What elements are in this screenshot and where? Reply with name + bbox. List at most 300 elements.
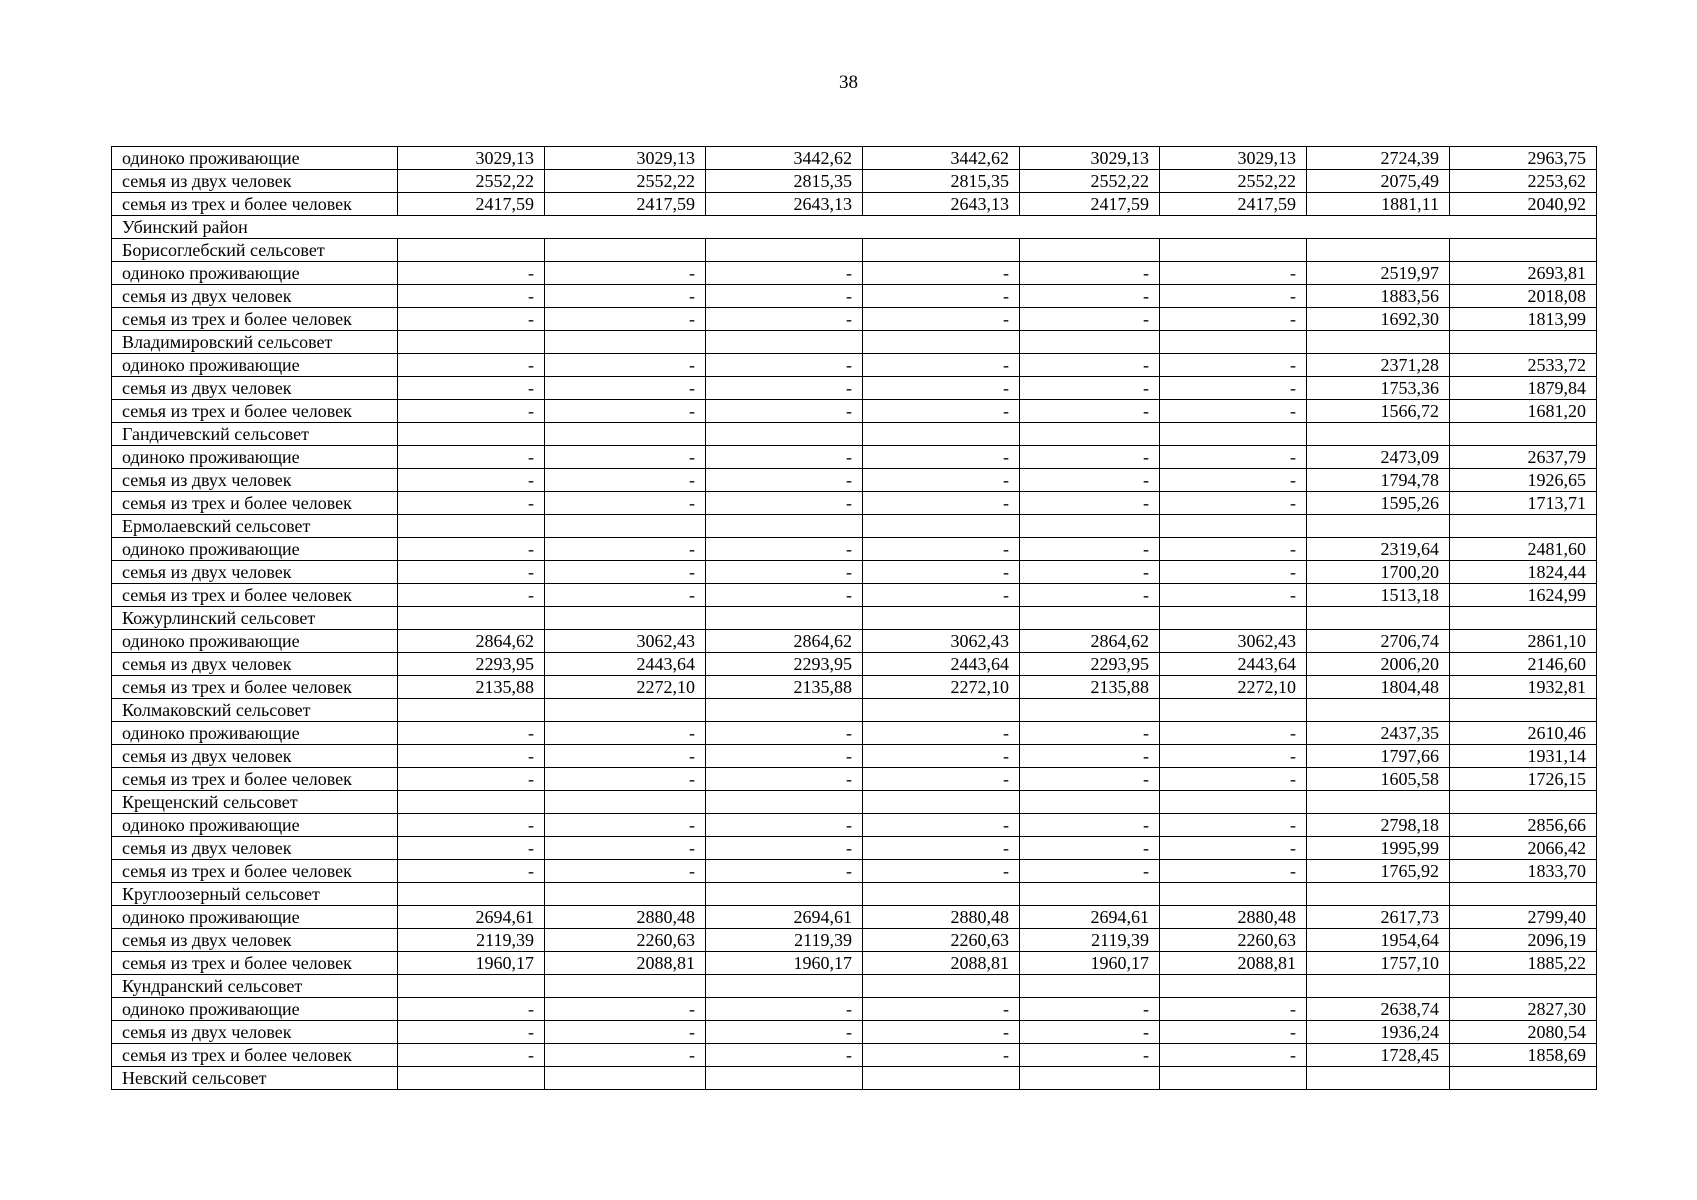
empty-cell [706,699,863,722]
empty-cell [706,423,863,446]
empty-cell [706,607,863,630]
household-type: одиноко проживающие [112,998,398,1021]
value-cell: 2864,62 [398,630,545,653]
value-cell: - [1020,1021,1160,1044]
empty-cell [1450,239,1597,262]
value-cell: - [706,446,863,469]
table-row [112,998,1597,1021]
value-cell: 1954,64 [1307,929,1450,952]
value-cell: - [545,998,706,1021]
value-cell: 1513,18 [1307,584,1450,607]
value-cell: - [706,584,863,607]
value-cell: - [398,584,545,607]
value-cell: - [398,768,545,791]
value-cell: 1926,65 [1450,469,1597,492]
value-cell: - [863,285,1020,308]
value-cell: 2135,88 [1020,676,1160,699]
value-cell: 2481,60 [1450,538,1597,561]
empty-cell [863,331,1020,354]
table-row [112,492,1597,515]
settlement-row [112,975,1597,998]
table-row [112,1021,1597,1044]
household-type: семья из трех и более человек [112,193,398,216]
settlement-row [112,331,1597,354]
empty-cell [545,883,706,906]
value-cell: 2417,59 [398,193,545,216]
table-row [112,906,1597,929]
value-cell: 2080,54 [1450,1021,1597,1044]
table-row [112,952,1597,975]
household-type: семья из трех и более человек [112,492,398,515]
value-cell: 2293,95 [1020,653,1160,676]
household-type: одиноко проживающие [112,538,398,561]
value-cell: 2437,35 [1307,722,1450,745]
settlement-name: Крещенский сельсовет [112,791,398,814]
value-cell: - [1160,262,1307,285]
household-type: семья из двух человек [112,170,398,193]
empty-cell [706,1067,863,1090]
value-cell: 2724,39 [1307,147,1450,170]
value-cell: - [398,1021,545,1044]
value-cell: 2827,30 [1450,998,1597,1021]
empty-cell [1307,883,1450,906]
empty-cell [1160,239,1307,262]
value-cell: 2272,10 [1160,676,1307,699]
value-cell: 1879,84 [1450,377,1597,400]
table-row [112,1044,1597,1067]
value-cell: - [706,814,863,837]
empty-cell [706,975,863,998]
empty-cell [1020,699,1160,722]
empty-cell [398,791,545,814]
household-type: одиноко проживающие [112,354,398,377]
empty-cell [1307,699,1450,722]
settlement-name: Гандичевский сельсовет [112,423,398,446]
household-type: семья из двух человек [112,285,398,308]
settlement-row [112,883,1597,906]
empty-cell [1020,331,1160,354]
value-cell: - [706,860,863,883]
value-cell: - [545,308,706,331]
household-type: семья из двух человек [112,561,398,584]
value-cell: - [1160,377,1307,400]
empty-cell [545,1067,706,1090]
empty-cell [545,239,706,262]
table-row [112,929,1597,952]
table-row [112,469,1597,492]
value-cell: 2519,97 [1307,262,1450,285]
table-row [112,193,1597,216]
settlement-name: Борисоглебский сельсовет [112,239,398,262]
table-row [112,860,1597,883]
value-cell: 1804,48 [1307,676,1450,699]
settlement-row [112,239,1597,262]
value-cell: 2066,42 [1450,837,1597,860]
value-cell: - [398,262,545,285]
household-type: семья из двух человек [112,837,398,860]
value-cell: - [545,492,706,515]
value-cell: 2006,20 [1307,653,1450,676]
empty-cell [1020,515,1160,538]
table-row [112,676,1597,699]
value-cell: - [1160,285,1307,308]
value-cell: 2088,81 [545,952,706,975]
value-cell: - [398,377,545,400]
value-cell: - [706,377,863,400]
value-cell: - [398,722,545,745]
empty-cell [398,239,545,262]
value-cell: 2260,63 [863,929,1020,952]
table-row [112,745,1597,768]
household-type: семья из двух человек [112,469,398,492]
household-type: одиноко проживающие [112,722,398,745]
empty-cell [1020,791,1160,814]
value-cell: - [863,1044,1020,1067]
value-cell: 2260,63 [545,929,706,952]
value-cell: - [1160,814,1307,837]
value-cell: - [863,860,1020,883]
value-cell: - [545,1021,706,1044]
value-cell: 2293,95 [398,653,545,676]
household-type: семья из двух человек [112,377,398,400]
value-cell: - [1160,1021,1307,1044]
empty-cell [1450,1067,1597,1090]
table-row [112,768,1597,791]
table-row [112,630,1597,653]
empty-cell [1160,1067,1307,1090]
value-cell: 3029,13 [398,147,545,170]
value-cell: 1765,92 [1307,860,1450,883]
value-cell: 2552,22 [545,170,706,193]
value-cell: - [398,745,545,768]
value-cell: 2815,35 [863,170,1020,193]
value-cell: - [1160,308,1307,331]
value-cell: - [706,469,863,492]
value-cell: 3442,62 [706,147,863,170]
value-cell: 2864,62 [706,630,863,653]
value-cell: 2610,46 [1450,722,1597,745]
value-cell: - [1160,998,1307,1021]
value-cell: - [1020,584,1160,607]
table-row [112,354,1597,377]
table-row [112,446,1597,469]
value-cell: - [1160,1044,1307,1067]
empty-cell [1020,1067,1160,1090]
value-cell: - [398,860,545,883]
value-cell: - [863,469,1020,492]
household-type: одиноко проживающие [112,262,398,285]
value-cell: - [1160,469,1307,492]
settlement-row [112,1067,1597,1090]
value-cell: - [863,446,1020,469]
value-cell: 1566,72 [1307,400,1450,423]
table-row [112,400,1597,423]
value-cell: - [706,1044,863,1067]
value-cell: 3029,13 [1020,147,1160,170]
value-cell: - [706,285,863,308]
value-cell: 2272,10 [863,676,1020,699]
value-cell: 2293,95 [706,653,863,676]
value-cell: - [398,469,545,492]
value-cell: - [706,768,863,791]
value-cell: - [398,400,545,423]
value-cell: - [545,354,706,377]
household-type: семья из трех и более человек [112,860,398,883]
empty-cell [863,699,1020,722]
value-cell: - [863,354,1020,377]
value-cell: 1757,10 [1307,952,1450,975]
value-cell: - [398,1044,545,1067]
household-type: семья из трех и более человек [112,676,398,699]
value-cell: 2815,35 [706,170,863,193]
value-cell: 2617,73 [1307,906,1450,929]
empty-cell [545,515,706,538]
empty-cell [1450,791,1597,814]
value-cell: 2856,66 [1450,814,1597,837]
value-cell: - [863,377,1020,400]
value-cell: - [545,722,706,745]
value-cell: 2533,72 [1450,354,1597,377]
empty-cell [863,791,1020,814]
value-cell: 2694,61 [1020,906,1160,929]
empty-cell [545,699,706,722]
value-cell: - [1160,745,1307,768]
value-cell: - [706,262,863,285]
value-cell: 2694,61 [398,906,545,929]
empty-cell [1160,975,1307,998]
empty-cell [1307,1067,1450,1090]
empty-cell [706,791,863,814]
empty-cell [1160,423,1307,446]
value-cell: - [863,1021,1020,1044]
value-cell: - [1020,998,1160,1021]
empty-cell [398,883,545,906]
value-cell: 2643,13 [863,193,1020,216]
value-cell: - [398,308,545,331]
empty-cell [398,1067,545,1090]
household-type: семья из двух человек [112,1021,398,1044]
value-cell: - [545,561,706,584]
value-cell: - [863,745,1020,768]
settlement-name: Колмаковский сельсовет [112,699,398,722]
value-cell: - [863,814,1020,837]
settlement-name: Кундранский сельсовет [112,975,398,998]
value-cell: - [1020,837,1160,860]
settlement-name: Владимировский сельсовет [112,331,398,354]
table-row [112,308,1597,331]
value-cell: - [398,354,545,377]
settlement-name: Круглоозерный сельсовет [112,883,398,906]
value-cell: - [1020,722,1160,745]
household-type: одиноко проживающие [112,630,398,653]
empty-cell [1020,883,1160,906]
empty-cell [1160,791,1307,814]
value-cell: - [706,998,863,1021]
value-cell: - [1160,860,1307,883]
empty-cell [1307,423,1450,446]
value-cell: 2075,49 [1307,170,1450,193]
value-cell: 3029,13 [545,147,706,170]
empty-cell [863,239,1020,262]
empty-cell [1020,239,1160,262]
empty-cell [863,975,1020,998]
table-body [112,147,1597,1090]
value-cell: - [706,745,863,768]
value-cell: - [398,998,545,1021]
value-cell: 2417,59 [1160,193,1307,216]
value-cell: 1794,78 [1307,469,1450,492]
value-cell: 1813,99 [1450,308,1597,331]
value-cell: 2119,39 [706,929,863,952]
value-cell: 1960,17 [1020,952,1160,975]
value-cell: 1824,44 [1450,561,1597,584]
empty-cell [863,423,1020,446]
value-cell: - [545,1044,706,1067]
value-cell: 2443,64 [863,653,1020,676]
empty-cell [545,607,706,630]
empty-cell [545,791,706,814]
value-cell: - [545,400,706,423]
value-cell: 1692,30 [1307,308,1450,331]
value-cell: 2096,19 [1450,929,1597,952]
empty-cell [1020,607,1160,630]
empty-cell [863,1067,1020,1090]
value-cell: 1726,15 [1450,768,1597,791]
empty-cell [1450,423,1597,446]
value-cell: 2319,64 [1307,538,1450,561]
value-cell: 1728,45 [1307,1044,1450,1067]
value-cell: 2088,81 [863,952,1020,975]
empty-cell [1160,607,1307,630]
value-cell: - [863,837,1020,860]
value-cell: - [863,722,1020,745]
value-cell: - [1160,538,1307,561]
value-cell: - [1020,745,1160,768]
empty-cell [1307,791,1450,814]
value-cell: - [1160,400,1307,423]
value-cell: 1936,24 [1307,1021,1450,1044]
value-cell: 2371,28 [1307,354,1450,377]
empty-cell [545,331,706,354]
empty-cell [1160,515,1307,538]
value-cell: - [1160,584,1307,607]
value-cell: - [863,561,1020,584]
empty-cell [398,423,545,446]
value-cell: - [863,768,1020,791]
empty-cell [863,607,1020,630]
value-cell: 1960,17 [398,952,545,975]
value-cell: 2018,08 [1450,285,1597,308]
value-cell: 2638,74 [1307,998,1450,1021]
value-cell: 2443,64 [545,653,706,676]
empty-cell [863,883,1020,906]
value-cell: - [1160,722,1307,745]
value-cell: - [1020,561,1160,584]
value-cell: - [1020,1044,1160,1067]
value-cell: 1797,66 [1307,745,1450,768]
value-cell: - [706,492,863,515]
table-row [112,285,1597,308]
district-row [112,216,1597,239]
value-cell: - [1020,492,1160,515]
empty-cell [1450,975,1597,998]
table-row [112,170,1597,193]
empty-cell [398,331,545,354]
table-row [112,262,1597,285]
value-cell: - [1020,538,1160,561]
value-cell: 2088,81 [1160,952,1307,975]
empty-cell [398,975,545,998]
settlement-row [112,791,1597,814]
value-cell: 2260,63 [1160,929,1307,952]
value-cell: - [398,446,545,469]
household-type: семья из трех и более человек [112,1044,398,1067]
value-cell: - [1020,814,1160,837]
value-cell: 1995,99 [1307,837,1450,860]
value-cell: - [863,308,1020,331]
value-cell: - [545,446,706,469]
empty-cell [1450,515,1597,538]
value-cell: 1753,36 [1307,377,1450,400]
value-cell: 2861,10 [1450,630,1597,653]
value-cell: - [706,400,863,423]
value-cell: 2552,22 [1160,170,1307,193]
value-cell: - [545,262,706,285]
value-cell: - [398,561,545,584]
household-type: одиноко проживающие [112,147,398,170]
value-cell: - [1160,837,1307,860]
value-cell: - [545,469,706,492]
empty-cell [398,515,545,538]
value-cell: 2417,59 [545,193,706,216]
household-type: семья из трех и более человек [112,308,398,331]
page-number: 38 [839,72,858,93]
value-cell: 2864,62 [1020,630,1160,653]
value-cell: - [1160,561,1307,584]
settlement-row [112,515,1597,538]
value-cell: 2963,75 [1450,147,1597,170]
settlement-name: Невский сельсовет [112,1067,398,1090]
value-cell: 3062,43 [863,630,1020,653]
value-cell: 2253,62 [1450,170,1597,193]
value-cell: - [706,538,863,561]
value-cell: - [398,814,545,837]
value-cell: 2119,39 [1020,929,1160,952]
value-cell: 3442,62 [863,147,1020,170]
value-cell: 2135,88 [706,676,863,699]
value-cell: 1932,81 [1450,676,1597,699]
empty-cell [545,423,706,446]
household-type: семья из трех и более человек [112,952,398,975]
empty-cell [1307,515,1450,538]
value-cell: 1881,11 [1307,193,1450,216]
table-row [112,147,1597,170]
value-cell: 2135,88 [398,676,545,699]
empty-cell [1307,239,1450,262]
value-cell: - [1020,354,1160,377]
empty-cell [1020,423,1160,446]
value-cell: - [545,814,706,837]
empty-cell [1450,699,1597,722]
value-cell: - [706,308,863,331]
settlement-name: Кожурлинский сельсовет [112,607,398,630]
household-type: семья из трех и более человек [112,400,398,423]
settlement-row [112,699,1597,722]
empty-cell [1307,607,1450,630]
value-cell: 2040,92 [1450,193,1597,216]
table-row [112,837,1597,860]
value-cell: 2637,79 [1450,446,1597,469]
